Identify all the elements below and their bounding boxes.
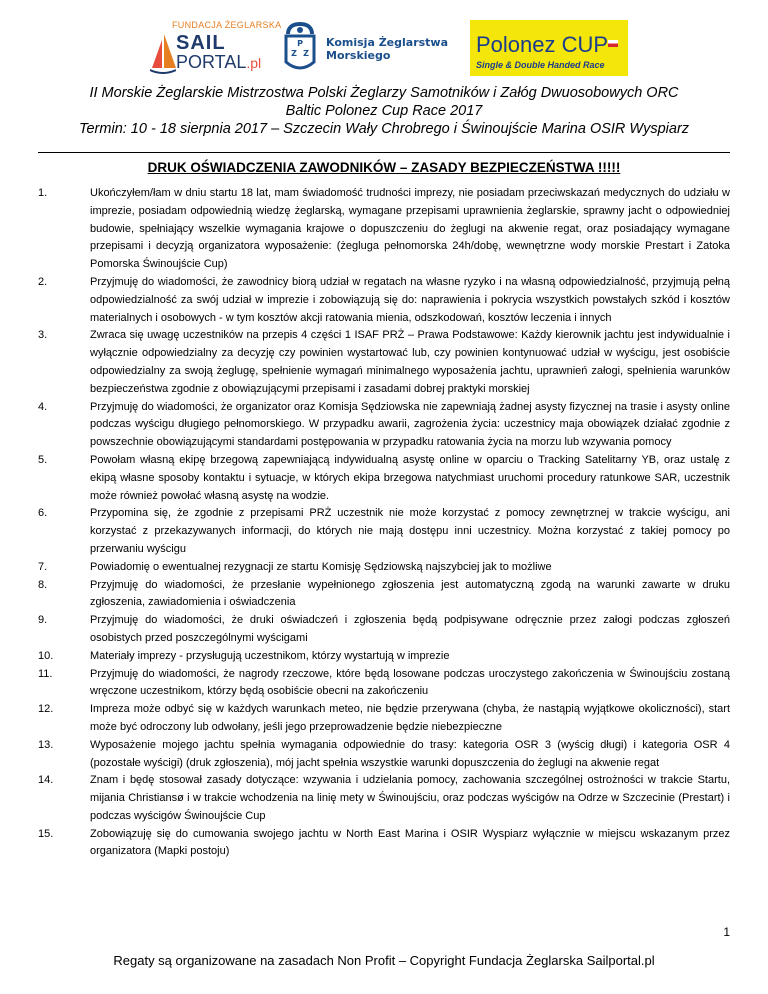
list-item: 6. Przypomina się, że zgodnie z przepisami PRŻ uczestnik nie może korzystać z pomocy zewnętrznej w trakcie wyścigu, ani korzystać z przekazywanych informacji, do których nie mają dostępu inni uczestnicy. Można korzystać z takiej pomocy po przerwaniu wyścigu [38, 507, 730, 555]
document-title: DRUK OŚWIADCZENIA ZAWODNIKÓW – ZASADY BEZPIECZEŃSTWA !!!!! [147, 160, 621, 175]
pzz-emblem-icon [280, 22, 320, 76]
event-title: II Morskie Żeglarskie Mistrzostwa Polski Żeglarzy Samotników i Załóg Dwuosobowych ORC [89, 85, 679, 101]
list-item: 2. Przyjmuję do wiadomości, że zawodnicy biorą udział w regatach na własne ryzyko i na własną odpowiedzialność, przyjmują pełną odpowiedzialność za swój udział w imprezie i zobowiązują się do: naprawienia i pokrycia wszystkich powstałych szkód i kosztów materialnych i osobowych - w tym kosztów akcji ratowania mienia, odszkodowań, kosztów leczenia i innych [38, 275, 730, 324]
svg-text:Z: Z [303, 49, 309, 58]
event-dates: Termin: 10 - 18 sierpnia 2017 – Szczecin Wały Chrobrego i Świnoujście Marina OSIR Wyspiarz [78, 121, 690, 137]
kzm-name: Komisja Żeglarstwa Morskiego [326, 36, 449, 62]
event-race-name: Baltic Polonez Cup Race 2017 [285, 103, 483, 119]
list-item: 11. Przyjmuję do wiadomości, że nagrody rzeczowe, które będą losowane podczas uroczystego zakończenia w Świnoujściu zostaną wręczone uczestnikom, którzy będą osobiście obecni na zakończeniu [38, 667, 730, 698]
flag-icon [608, 40, 618, 47]
event-header [0, 84, 768, 138]
list-item: 15. Zobowiązuję się do cumowania swojego jachtu w North East Marina i OSIR Wyspiarz wyłącznie w miejscu wskazanym przez organizatora (Mapki postoju) [38, 827, 730, 858]
logo-bar [0, 10, 768, 78]
svg-text:P: P [297, 39, 303, 48]
sailportal-word-sail: SAIL [176, 32, 226, 54]
polonez-cup-logo [470, 20, 628, 76]
list-item: 1. Ukończyłem/łam w dniu startu 18 lat, mam świadomość trudności imprezy, nie posiadam przeciwskazań medycznych do udziału w imprezie, posiadam odpowiednią wiedzę żeglarską, wymagane przepisami uprawnienia żeglarskie, sprawny jacht o odpowiedniej budowie, spełniający wszelkie wymagania krajowe o dopuszczeniu do żeglugi na akwenie regat, oraz posiadający wymagane przepisami i decyzją organizatora wyposażenie: (żegluga pełnomorska 24h/dobę, wewnętrzne wody morskie Prestart i Zatoka Pomorska Świnoujście Cup) [38, 187, 730, 271]
list-item: 7. Powiadomię o ewentualnej rezygnacji ze startu Komisję Sędziowską najszybciej jak to możliwe [38, 560, 552, 573]
polonez-title: Polonez CUP [476, 32, 609, 57]
sailportal-word-portal: PORTAL.pl [176, 52, 262, 72]
list-item: 8. Przyjmuję do wiadomości, że przesłanie wypełnionego zgłoszenia jest automatyczną zgodą na warunki zawarte w druku zgłoszenia, zawiadomienia i oświadczenia [38, 578, 730, 609]
polonez-subtitle: Single & Double Handed Race [476, 60, 605, 70]
sailportal-logo [150, 20, 282, 78]
list-item: 12. Impreza może odbyć się w każdych warunkach meteo, nie będzie przerywana (chyba, że nastąpią wyjątkowe okoliczności), start może być odroczony lub odwołany, jeśli jego przeprowadzenie będzie niebezpieczne [38, 703, 730, 733]
header-divider [38, 152, 730, 153]
page-footer: Regaty są organizowane na zasadach Non Profit – Copyright Fundacja Żeglarska Sailportal.pl [113, 953, 655, 968]
declaration-list [38, 185, 730, 861]
sailportal-foundation: FUNDACJA ŻEGLARSKA [172, 20, 282, 30]
kzm-logo [280, 22, 455, 80]
list-item: 13. Wyposażenie mojego jachtu spełnia wymagania odpowiednie do trasy: kategoria OSR 3 (wyścig długi) i kategoria OSR 4 (pozostałe wyścigi) (druk zgłoszenia), mój jacht spełnia wszystkie warunki dopuszczenia do żeglugi na akwenie regat [38, 738, 730, 769]
list-item: 4. Przyjmuję do wiadomości, że organizator oraz Komisja Sędziowska nie zapewniają żadnej asysty fizycznej na trasie i asysty online podczas wyścigu długiego pełnomorskiego. W przypadku awarii, zagrożenia życia: uczestnicy maja obowiązek działać zgodnie z powszechnie obowiązującymi standardami postępowania w przypadku ratowania życia na morzu lub wzywania pomocy [38, 400, 730, 449]
page-number: 1 [723, 925, 730, 939]
list-item: 10. Materiały imprezy - przysługują uczestnikom, którzy wystartują w imprezie [38, 649, 450, 662]
list-item: 9. Przyjmuję do wiadomości, że druki oświadczeń i zgłoszenia będą podpisywane odręcznie przez załogi podczas zgłoszeń osobistych przed poszczególnymi wyścigami [38, 614, 730, 644]
list-item: 5. Powołam własną ekipę brzegową zapewniającą indywidualną asystę online w oparciu o Tracking Satelitarny YB, oraz ustalę z ekipą własne sposoby kontaktu i sytuacje, w których ekipa brzegowa natychmiast uruchomi procedury ratunkowe SAR, uczestnik może również powołać własną asystę na wodzie. [38, 453, 730, 502]
sail-icon [150, 34, 176, 74]
svg-text:Z: Z [291, 49, 297, 58]
list-item: 14. Znam i będę stosował zasady dotyczące: wzywania i udzielania pomocy, zachowania szczególnej ostrożności w trakcie Startu, mijania Christiansø i w trakcie wchodzenia na linię mety w Świnoujściu, oraz podczas wyścigów na Odrze w Szczecinie (Prestart) i podczas wyścigów Świnoujście Cup [38, 774, 730, 822]
list-item: 3. Zwraca się uwagę uczestników na przepis 4 części 1 ISAF PRŻ – Prawa Podstawowe: Każdy kierownik jachtu jest indywidualnie i wyłącznie odpowiedzialny za decyzję czy powinien wystartować lub, czy powinien kontynuować udział w wyścigu, jest osobiście odpowiedzialny za swoją żeglugę, spełnienie wymagań minimalnego wyposażenia jachtu, uprawnień załogi, spełnienia warunków bezpieczeństwa zgodnie z obowiązującymi przepisami i zasadami dobrej praktyki morskiej [38, 329, 730, 395]
